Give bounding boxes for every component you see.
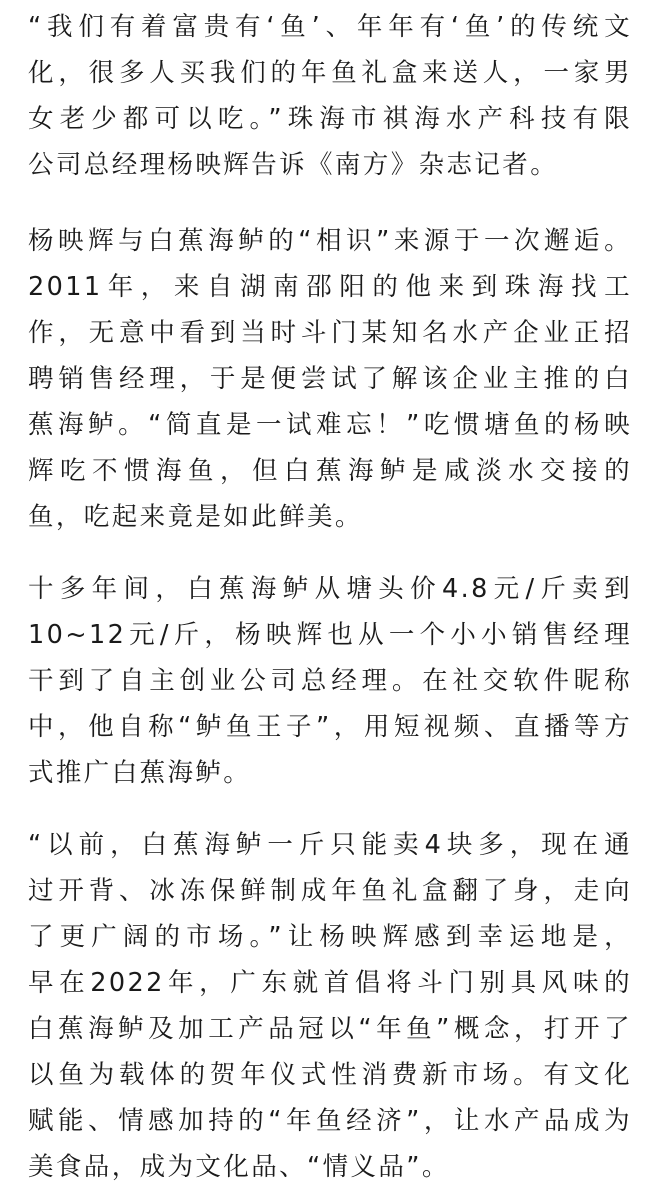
text-line: 聘销售经理，于是便尝试了解该企业主推的白 [28, 364, 632, 394]
text-line: 以鱼为载体的贺年仪式性消费新市场。有文化 [28, 1060, 632, 1090]
text-line: 中，他自称“鲈鱼王子”，用短视频、直播等方 [28, 712, 632, 742]
text-line: 10~12元/斤，杨映辉也从一个小小销售经理 [28, 620, 632, 650]
text-line: 十多年间，白蕉海鲈从塘头价4.8元/斤卖到 [28, 574, 632, 604]
text-line: 辉吃不惯海鱼，但白蕉海鲈是咸淡水交接的 [28, 456, 632, 486]
text-line: 美食品，成为文化品、“情义品”。 [28, 1152, 450, 1182]
text-line: “我们有着富贵有‘鱼’、年年有‘鱼’的传统文 [28, 12, 632, 42]
text-line: 杨映辉与白蕉海鲈的“相识”来源于一次邂逅。 [28, 226, 632, 256]
text-line: “以前，白蕉海鲈一斤只能卖4块多，现在通 [28, 830, 632, 860]
text-line: 作，无意中看到当时斗门某知名水产企业正招 [28, 318, 632, 348]
paragraph-2 [28, 218, 632, 540]
text-line: 蕉海鲈。“简直是一试难忘！”吃惯塘鱼的杨映 [28, 410, 632, 440]
paragraph-1 [28, 4, 632, 188]
text-line: 公司总经理杨映辉告诉《南方》杂志记者。 [28, 150, 559, 180]
text-line: 鱼，吃起来竟是如此鲜美。 [28, 502, 363, 532]
text-line: 赋能、情感加持的“年鱼经济”，让水产品成为 [28, 1106, 632, 1136]
text-line: 白蕉海鲈及加工产品冠以“年鱼”概念，打开了 [28, 1014, 632, 1044]
text-line: 女老少都可以吃。”珠海市祺海水产科技有限 [28, 104, 632, 134]
text-line: 过开背、冰冻保鲜制成年鱼礼盒翻了身，走向 [28, 876, 632, 906]
text-line: 2011年，来自湖南邵阳的他来到珠海找工 [28, 272, 632, 302]
text-line: 干到了自主创业公司总经理。在社交软件昵称 [28, 666, 632, 696]
text-line: 式推广白蕉海鲈。 [28, 758, 252, 788]
paragraph-4 [28, 822, 632, 1190]
text-line: 了更广阔的市场。”让杨映辉感到幸运地是， [28, 922, 632, 952]
text-line: 早在2022年，广东就首倡将斗门别具风味的 [28, 968, 632, 998]
paragraph-3 [28, 566, 632, 796]
text-line: 化，很多人买我们的年鱼礼盒来送人，一家男 [28, 58, 632, 88]
